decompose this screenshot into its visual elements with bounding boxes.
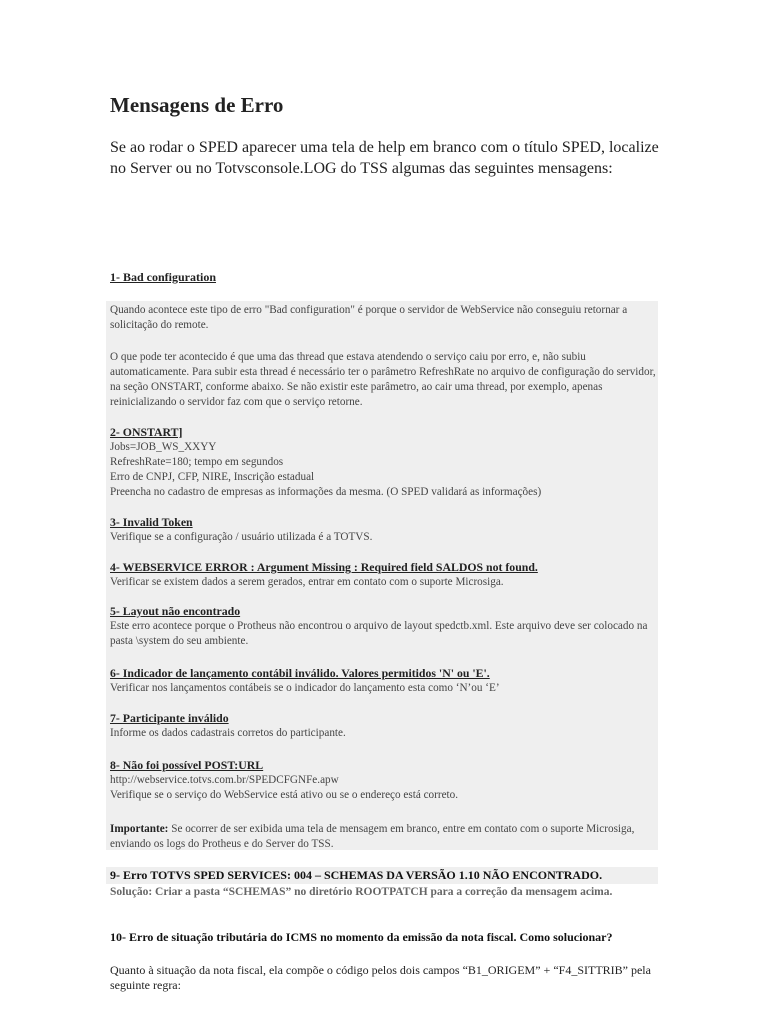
section-9-solution: Solução: Criar a pasta “SCHEMAS” no diretório ROOTPATCH para a correção da mensagem acima. (110, 886, 613, 898)
section-8 (110, 758, 658, 803)
section-2-heading: 2- ONSTART] (110, 425, 183, 439)
section-6 (110, 666, 658, 696)
section-6-line-1: Verificar nos lançamentos contábeis se o indicador do lançamento esta como ‘N’ou ‘E’ (110, 682, 500, 694)
section-3-heading: 3- Invalid Token (110, 515, 193, 529)
section-2-line-1: Jobs=JOB_WS_XXYY (110, 441, 217, 453)
important-label: Importante: (110, 823, 169, 835)
section-8-heading: 8- Não foi possível POST:URL (110, 758, 264, 772)
section-6-heading: 6- Indicador de lançamento contábil inválido. Valores permitidos 'N' ou 'E'. (110, 666, 490, 680)
section-1-text-2: O que pode ter acontecido é que uma das thread que estava atendendo o serviço caiu por erro, e, não subiu automaticamente. Para subir esta thread é necessário ter o parâmetro RefreshRate no arquivo de configuração do servidor, na seção ONSTART, conforme abaixo. Se não existir este parâmetro, ao cair uma thread, por exemplo, apenas reinicializando o servidor faz com que o serviço retorne. (110, 351, 656, 408)
section-10-heading: 10- Erro de situação tributária do ICMS no momento da emissão da nota fiscal. Como solucionar? (110, 930, 613, 944)
section-7-heading: 7- Participante inválido (110, 711, 229, 725)
section-1-paragraph-2 (110, 350, 658, 410)
section-5-heading: 5- Layout não encontrado (110, 604, 241, 618)
important-note (110, 822, 658, 852)
section-4 (110, 560, 658, 590)
section-10-body: Quanto à situação da nota fiscal, ela compõe o código pelos dois campos “B1_ORIGEM” + “F4_SITTRIB” pela seguinte regra: (110, 963, 651, 992)
section-9-heading: 9- Erro TOTVS SPED SERVICES: 004 – SCHEMAS DA VERSÃO 1.10 NÃO ENCONTRADO. (110, 868, 603, 882)
important-text: Se ocorrer de ser exibida uma tela de mensagem em branco, entre em contato com o suporte Microsiga, enviando os logs do Protheus e do Server do TSS. (110, 823, 635, 850)
section-1-text-1: Quando acontece este tipo de erro "Bad configuration" é porque o servidor de WebService não conseguiu retornar a solicitação do remote. (110, 304, 628, 331)
section-4-heading: 4- WEBSERVICE ERROR : Argument Missing : Required field SALDOS not found. (110, 560, 538, 574)
section-7 (110, 711, 658, 741)
section-3-line-1: Verifique se a configuração / usuário utilizada é a TOTVS. (110, 531, 373, 543)
section-2 (110, 425, 658, 500)
section-3 (110, 515, 658, 545)
section-7-line-1: Informe os dados cadastrais corretos do participante. (110, 727, 346, 739)
section-1-paragraph-1 (110, 303, 658, 333)
page-title: Mensagens de Erro (110, 93, 284, 117)
section-2-line-2: RefreshRate=180; tempo em segundos (110, 456, 284, 468)
section-5 (110, 604, 658, 649)
section-8-url: http://webservice.totvs.com.br/SPEDCFGNFe.apw (110, 774, 339, 786)
section-5-line-1: Este erro acontece porque o Protheus não encontrou o arquivo de layout spedctb.xml. Este arquivo deve ser colocado na pasta \system do seu ambiente. (110, 620, 648, 647)
intro-paragraph: Se ao rodar o SPED aparecer uma tela de help em branco com o título SPED, localize no Server ou no Totvsconsole.LOG do TSS algumas das seguintes mensagens: (110, 139, 659, 177)
section-4-line-1: Verificar se existem dados a serem gerados, entrar em contato com o suporte Microsiga. (110, 576, 504, 588)
section-2-line-4: Preencha no cadastro de empresas as informações da mesma. (O SPED validará as informações) (110, 486, 542, 498)
section-1-heading: 1- Bad configuration (110, 270, 217, 284)
section-2-line-3: Erro de CNPJ, CFP, NIRE, Inscrição estadual (110, 471, 315, 483)
section-8-line-2: Verifique se o serviço do WebService está ativo ou se o endereço está correto. (110, 789, 459, 801)
